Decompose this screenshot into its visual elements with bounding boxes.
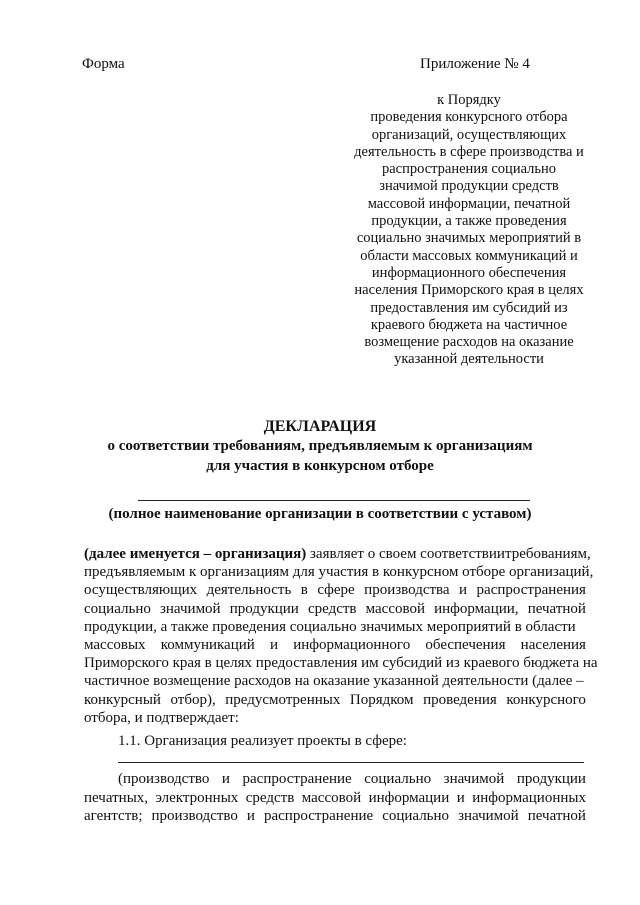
text-line: массовых коммуникаций и информационного обеспечения населения — [84, 637, 586, 654]
organization-name-line — [138, 500, 530, 501]
declaration-title: ДЕКЛАРАЦИЯ — [263, 418, 377, 435]
text-line: (производство и распространение социально значимой продукции — [118, 771, 586, 787]
item-1-1-description — [84, 770, 586, 826]
organization-reference-bold: (далее именуется – организация) — [84, 546, 307, 562]
text-line: социально значимой продукции средств массовой информации, печатной — [84, 600, 586, 617]
appendix-reference — [340, 92, 598, 369]
appendix-reference-line: деятельность в сфере производства и — [354, 143, 584, 160]
appendix-reference-line: массовой информации, печатной — [367, 195, 571, 212]
text-line: осуществляющих деятельность в сфере производства и распространения — [84, 582, 586, 599]
appendix-reference-line: предоставления им субсидий из — [370, 299, 568, 316]
text-line: продукции, а также проведения социально значимых мероприятий в области — [84, 618, 576, 635]
appendix-reference-line: краевого бюджета на частичное — [370, 316, 568, 333]
text-line: частичное возмещение расходов на оказание указанной деятельности (далее – — [84, 673, 584, 690]
text-line: Приморского края в целях предоставления им субсидий из краевого бюджета на — [84, 655, 598, 672]
appendix-reference-line: к Порядку — [437, 92, 501, 108]
appendix-reference-line: информационного обеспечения — [371, 264, 567, 281]
form-label: Форма — [82, 56, 125, 72]
appendix-reference-line: проведения конкурсного отбора — [370, 109, 568, 126]
appendix-reference-line: значимой продукции средств — [379, 178, 559, 195]
declaration-subtitle — [0, 436, 640, 476]
appendix-reference-line: возмещение расходов на оказание — [364, 334, 574, 351]
subtitle-line-2: для участия в конкурсном отборе — [206, 458, 434, 474]
text-line: конкурсный отбор), предусмотренных Порядком проведения конкурсного — [84, 691, 586, 708]
text-line: отбора, и подтверждает: — [84, 709, 239, 726]
declaration-body — [84, 545, 598, 727]
appendix-reference-line: населения Приморского края в целях — [354, 282, 584, 299]
text-line: (далее именуется – организация) заявляет о своем соответствии требованиям, — [84, 546, 591, 562]
appendix-reference-line: указанной деятельности — [394, 351, 544, 368]
appendix-reference-line: области массовых коммуникаций и — [360, 247, 578, 264]
appendix-reference-line: социально значимых мероприятий в — [356, 230, 582, 247]
text-line: агентств; производство и распространение социально значимой печатной — [84, 808, 586, 824]
appendix-number: Приложение № 4 — [420, 56, 530, 72]
appendix-reference-line: продукции, а также проведения — [371, 213, 567, 230]
item-1-1: 1.1. Организация реализует проекты в сфере: — [118, 733, 407, 749]
text-line: печатных, электронных средств массовой информации и информационных — [84, 789, 586, 806]
appendix-reference-line: распространения социально — [381, 161, 556, 178]
item-1-1-fill-line — [118, 762, 584, 763]
subtitle-line-1: о соответствии требованиям, предъявляемым к организациям — [107, 438, 533, 454]
text-line: предъявляемым к организациям для участия в конкурсном отборе организаций, — [84, 564, 594, 581]
organization-name-caption: (полное наименование организации в соответствии с уставом) — [108, 506, 532, 522]
appendix-reference-line: организаций, осуществляющих — [371, 126, 567, 143]
